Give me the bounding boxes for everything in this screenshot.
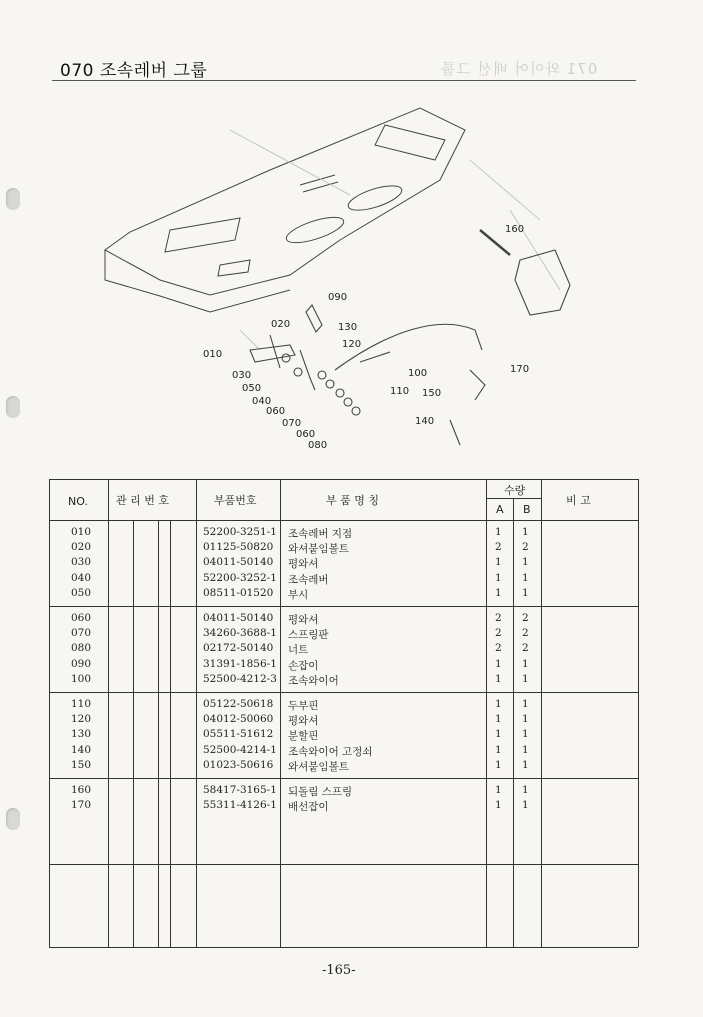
item-number: 100 xyxy=(71,672,92,685)
part-number: 04011-50140 xyxy=(203,556,274,569)
header-mgmt-number: 관 리 번 호 xyxy=(116,494,169,507)
qty-b: 1 xyxy=(522,728,529,741)
callout-060b: 060 xyxy=(296,429,316,440)
part-number: 34260-3688-1 xyxy=(203,627,277,640)
part-name: 조속레버 지점 xyxy=(288,528,353,540)
qty-b: 1 xyxy=(522,556,529,569)
part-name: 와셔붙임볼트 xyxy=(288,760,349,773)
part-name: 배선잡이 xyxy=(288,801,329,814)
table-row xyxy=(49,713,638,728)
part-number: 55311-4126-1 xyxy=(203,799,277,812)
qty-a: 1 xyxy=(495,672,502,685)
item-number: 010 xyxy=(71,526,92,538)
part-number: 31391-1856-1 xyxy=(203,657,277,670)
exploded-parts-diagram xyxy=(90,100,610,460)
header-qty-a: A xyxy=(496,503,504,516)
callout-040: 040 xyxy=(252,396,272,407)
page-number: -165- xyxy=(322,963,356,978)
qty-b: 2 xyxy=(522,612,529,624)
qty-b: 2 xyxy=(522,541,529,554)
qty-b: 1 xyxy=(522,743,529,756)
callout-050: 050 xyxy=(242,383,262,394)
part-number: 52500-4212-3 xyxy=(203,672,277,685)
qty-b: 1 xyxy=(522,571,529,584)
callout-170: 170 xyxy=(510,364,530,375)
item-number: 090 xyxy=(71,657,92,670)
part-number: 04011-50140 xyxy=(203,612,274,624)
callout-010: 010 xyxy=(203,349,223,360)
item-number: 140 xyxy=(71,743,92,756)
part-name: 너트 xyxy=(288,644,309,657)
table-row xyxy=(49,744,638,759)
part-number: 52200-3251-1 xyxy=(203,526,277,538)
callout-100: 100 xyxy=(408,368,428,379)
part-name: 와셔붙임볼트 xyxy=(288,543,349,556)
callout-090: 090 xyxy=(328,292,348,303)
binder-hole-bottom xyxy=(6,808,20,830)
qty-b: 2 xyxy=(522,627,529,640)
table-row xyxy=(49,556,638,571)
qty-a: 1 xyxy=(495,657,502,670)
table-row xyxy=(49,627,638,642)
qty-a: 1 xyxy=(495,586,502,599)
qty-a: 1 xyxy=(495,743,502,756)
binder-hole-middle xyxy=(6,396,20,418)
lever-assembly xyxy=(250,230,570,445)
qty-a: 1 xyxy=(495,799,502,812)
callout-020: 020 xyxy=(271,319,291,330)
item-number: 120 xyxy=(71,713,92,726)
table-row xyxy=(49,799,638,814)
header-remark: 비 고 xyxy=(566,494,591,507)
qty-b: 1 xyxy=(522,586,529,599)
table-row xyxy=(49,612,638,627)
table-row xyxy=(49,642,638,657)
qty-a: 1 xyxy=(495,556,502,569)
qty-a: 2 xyxy=(495,541,502,554)
qty-a: 2 xyxy=(495,627,502,640)
item-number: 130 xyxy=(71,728,92,741)
table-row xyxy=(49,572,638,587)
callout-120: 120 xyxy=(342,339,362,350)
part-name: 조속레버 xyxy=(288,573,329,586)
item-number: 080 xyxy=(71,642,92,655)
part-name: 손잡이 xyxy=(288,659,319,672)
callout-160: 160 xyxy=(505,224,525,235)
part-number: 05122-50618 xyxy=(203,698,274,710)
part-number: 58417-3165-1 xyxy=(203,784,277,796)
callout-110: 110 xyxy=(390,386,410,397)
panel-frame xyxy=(105,108,465,312)
header-qty-b: B xyxy=(523,503,531,516)
qty-a: 1 xyxy=(495,571,502,584)
item-number: 110 xyxy=(71,698,92,710)
qty-b: 1 xyxy=(522,799,529,812)
table-row xyxy=(49,658,638,673)
part-number: 01023-50616 xyxy=(203,758,274,771)
qty-a: 1 xyxy=(495,526,502,538)
table-row xyxy=(49,759,638,774)
table-row xyxy=(49,728,638,743)
part-name: 평와셔 xyxy=(288,614,319,626)
item-number: 070 xyxy=(71,627,92,640)
part-name: 조속와이어 고정쇠 xyxy=(288,745,373,758)
part-number: 52200-3252-1 xyxy=(203,571,277,584)
qty-b: 2 xyxy=(522,642,529,655)
qty-a: 1 xyxy=(495,758,502,771)
part-number: 52500-4214-1 xyxy=(203,743,277,756)
qty-a: 1 xyxy=(495,713,502,726)
callout-150: 150 xyxy=(422,388,442,399)
callout-130: 130 xyxy=(338,322,358,333)
qty-b: 1 xyxy=(522,713,529,726)
header-no: NO. xyxy=(68,495,88,508)
binder-hole-top xyxy=(6,188,20,210)
qty-a: 2 xyxy=(495,612,502,624)
qty-a: 1 xyxy=(495,784,502,796)
part-name: 분할핀 xyxy=(288,730,319,743)
part-number: 08511-01520 xyxy=(203,586,274,599)
part-name: 두부핀 xyxy=(288,700,319,712)
qty-a: 2 xyxy=(495,642,502,655)
qty-b: 1 xyxy=(522,758,529,771)
item-number: 170 xyxy=(71,799,92,812)
item-number: 060 xyxy=(71,612,92,624)
part-number: 05511-51612 xyxy=(203,728,274,741)
page-title: 070 조속레버 그룹 xyxy=(60,61,208,81)
title-rule xyxy=(52,80,636,81)
callout-060a: 060 xyxy=(266,406,286,417)
item-number: 160 xyxy=(71,784,92,796)
qty-b: 1 xyxy=(522,526,529,538)
item-number: 150 xyxy=(71,758,92,771)
qty-b: 1 xyxy=(522,698,529,710)
header-part-name: 부 품 명 칭 xyxy=(326,494,379,507)
header-quantity: 수량 xyxy=(504,484,526,497)
callout-labels xyxy=(203,224,529,451)
part-number: 04012-50060 xyxy=(203,713,274,726)
qty-b: 1 xyxy=(522,672,529,685)
callout-140: 140 xyxy=(415,416,435,427)
table-row xyxy=(49,698,638,713)
faint-background-lines xyxy=(230,130,560,350)
table-row xyxy=(49,541,638,556)
item-number: 040 xyxy=(71,571,92,584)
part-name: 부시 xyxy=(288,588,309,601)
item-number: 020 xyxy=(71,541,92,554)
part-number: 02172-50140 xyxy=(203,642,274,655)
part-name: 스프링판 xyxy=(288,629,329,642)
table-row xyxy=(49,784,638,799)
bleed-through-title: 071 와이어 배선 그룹 xyxy=(440,60,598,78)
part-name: 되돌림 스프링 xyxy=(288,786,353,798)
qty-b: 1 xyxy=(522,657,529,670)
qty-a: 1 xyxy=(495,698,502,710)
part-name: 조속와이어 xyxy=(288,674,339,687)
qty-a: 1 xyxy=(495,728,502,741)
callout-080: 080 xyxy=(308,440,328,451)
table-row xyxy=(49,587,638,602)
item-number: 050 xyxy=(71,586,92,599)
qty-b: 1 xyxy=(522,784,529,796)
part-number: 01125-50820 xyxy=(203,541,274,554)
callout-030: 030 xyxy=(232,370,252,381)
table-row xyxy=(49,526,638,541)
header-part-number: 부품번호 xyxy=(214,494,257,507)
table-row xyxy=(49,673,638,688)
callout-070: 070 xyxy=(282,418,302,429)
part-name: 평와셔 xyxy=(288,715,319,728)
item-number: 030 xyxy=(71,556,92,569)
part-name: 평와셔 xyxy=(288,558,319,571)
